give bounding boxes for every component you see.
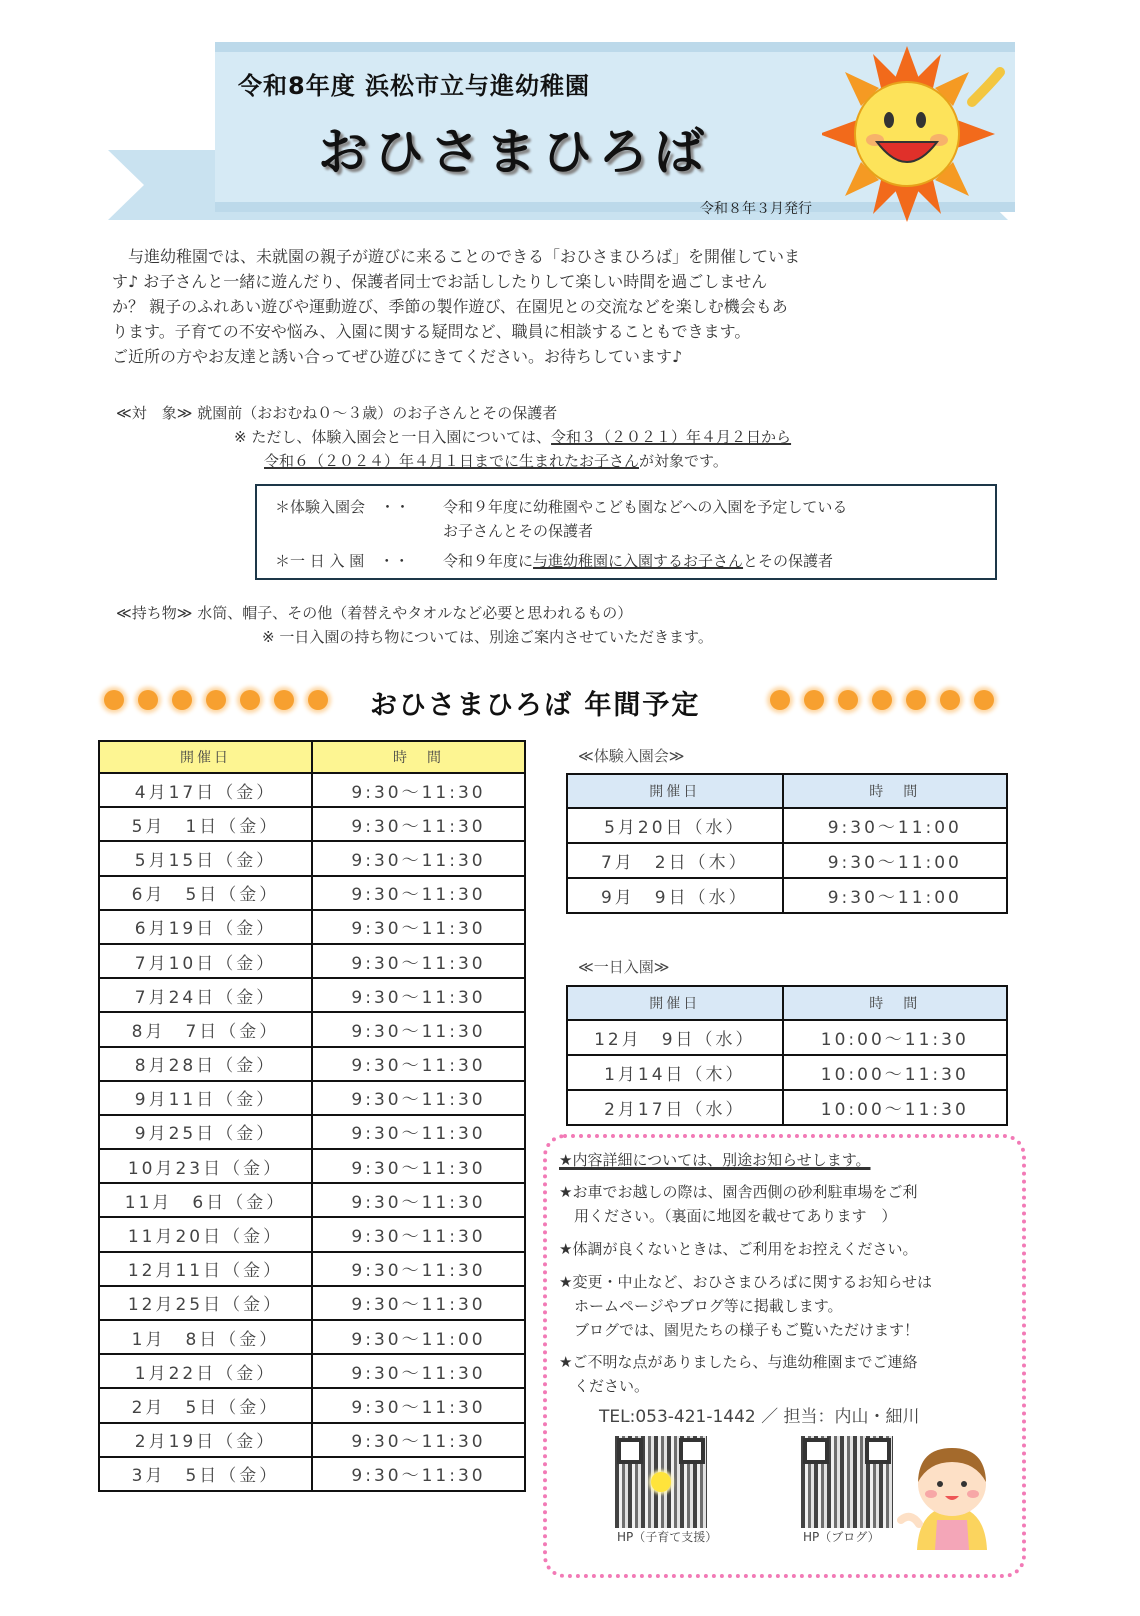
trial-table-label: ≪体験入園会≫ <box>578 747 685 765</box>
belongings-text: 水筒、帽子、その他（着替えやタオルなど必要と思われるもの） <box>197 604 633 622</box>
decorative-dots-right <box>770 690 994 710</box>
table-row <box>567 1090 1007 1125</box>
date-cell: 11月20日（金） <box>99 1217 312 1251</box>
time-cell: 9:30～11:30 <box>312 1423 525 1457</box>
sun-mascot-icon <box>822 42 1012 222</box>
qr-code-icon[interactable] <box>615 1436 707 1528</box>
date-cell: 4月17日（金） <box>99 773 312 807</box>
date-cell: 1月14日（木） <box>567 1055 783 1090</box>
target-label: ≪対 象≫ <box>116 404 193 422</box>
date-cell: 8月 7日（金） <box>99 1012 312 1046</box>
time-cell: 9:30～11:30 <box>312 1252 525 1286</box>
note-item: ★ご不明な点がありましたら、与進幼稚園までご連絡 <box>559 1353 918 1371</box>
table-row <box>567 808 1007 843</box>
girl-illustration-icon <box>897 1438 1007 1550</box>
oneday-label: ＊一 日 入 園 ・・ <box>275 552 410 570</box>
table-row <box>567 878 1007 913</box>
table-row <box>99 1423 525 1457</box>
target-text: 就園前（おおむね０～３歳）のお子さんとその保護者 <box>197 404 558 422</box>
date-cell: 12月 9日（水） <box>567 1020 783 1055</box>
date-cell: 12月11日（金） <box>99 1252 312 1286</box>
col-header-date: 開催日 <box>99 741 312 773</box>
time-cell: 9:30～11:30 <box>312 1354 525 1388</box>
trial-label: ＊体験入園会 ・・ <box>275 498 411 516</box>
note-item: ください。 <box>559 1377 650 1395</box>
date-cell: 5月20日（水） <box>567 808 783 843</box>
time-cell: 9:30～11:30 <box>312 1149 525 1183</box>
issue-date: 令和８年３月発行 <box>700 201 812 217</box>
date-cell: 9月 9日（水） <box>567 878 783 913</box>
target-birth-range-end: 令和６（２０２４）年４月１日までに生まれたお子さん <box>264 452 640 470</box>
date-cell: 2月17日（水） <box>567 1090 783 1125</box>
table-row <box>99 944 525 978</box>
note-item: ★変更・中止など、おひさまひろばに関するお知らせは <box>559 1273 932 1291</box>
table-row <box>99 1252 525 1286</box>
date-cell: 9月11日（金） <box>99 1081 312 1115</box>
table-row <box>99 1115 525 1149</box>
note-item: ★体調が良くないときは、ご利用をお控えください。 <box>559 1240 918 1258</box>
date-cell: 9月25日（金） <box>99 1115 312 1149</box>
time-cell: 9:30～11:30 <box>312 841 525 875</box>
date-cell: 1月 8日（金） <box>99 1320 312 1354</box>
date-cell: 11月 6日（金） <box>99 1183 312 1217</box>
intro-line: ご近所の方やお友達と誘い合ってぜひ遊びにきてください。お待ちしています♪ <box>112 347 683 366</box>
table-row <box>99 1457 525 1491</box>
time-cell: 9:30～11:30 <box>312 910 525 944</box>
target-birth-range-start: 令和３（２０２１）年４月２日から <box>551 428 792 446</box>
date-cell: 1月22日（金） <box>99 1354 312 1388</box>
date-cell: 7月 2日（木） <box>567 843 783 878</box>
trial-schedule-table <box>566 773 1008 914</box>
time-cell: 9:30～11:00 <box>783 808 1007 843</box>
time-cell: 9:30～11:30 <box>312 773 525 807</box>
oneday-schedule-table <box>566 985 1008 1126</box>
oneday-text: 令和９年度に <box>443 552 534 570</box>
contact-phone: TEL:053-421-1442 ／ 担当：内山・細川 <box>599 1407 920 1427</box>
annual-schedule-table <box>98 740 526 1492</box>
table-row <box>99 978 525 1012</box>
time-cell: 10:00～11:30 <box>783 1055 1007 1090</box>
oneday-underlined: 与進幼稚園に入園するお子さん <box>533 552 744 570</box>
time-cell: 9:30～11:00 <box>783 878 1007 913</box>
oneday-table-label: ≪一日入園≫ <box>578 958 670 976</box>
table-row <box>99 1149 525 1183</box>
table-row <box>99 1047 525 1081</box>
time-cell: 9:30～11:30 <box>312 876 525 910</box>
note-item: 用ください。（裏面に地図を載せてあります ） <box>559 1207 897 1225</box>
note-item: ホームページやブログ等に掲載します。 <box>559 1297 843 1315</box>
table-row <box>99 1183 525 1217</box>
table-row <box>99 1081 525 1115</box>
time-cell: 9:30～11:30 <box>312 1217 525 1251</box>
oneday-suffix: とその保護者 <box>743 552 834 570</box>
time-cell: 9:30～11:30 <box>312 944 525 978</box>
table-row <box>99 876 525 910</box>
time-cell: 9:30～11:30 <box>312 1388 525 1422</box>
notes-box <box>543 1134 1026 1578</box>
col-header-date: 開催日 <box>567 774 783 808</box>
intro-line: ります。子育ての不安や悩み、入園に関する疑問など、職員に相談することもできます。 <box>112 322 751 341</box>
decorative-dots-left <box>104 690 328 710</box>
col-header-date: 開催日 <box>567 986 783 1020</box>
time-cell: 9:30～11:30 <box>312 978 525 1012</box>
target-note: ※ ただし、体験入園会と一日入園については、 <box>234 428 552 446</box>
table-row <box>99 807 525 841</box>
eligibility-box <box>255 484 997 580</box>
time-cell: 10:00～11:30 <box>783 1020 1007 1055</box>
qr-code-icon[interactable] <box>801 1436 893 1528</box>
note-item: ★内容詳細については、別途お知らせします。 <box>559 1151 871 1169</box>
trial-text: 令和９年度に幼稚園やこども園などへの入園を予定している <box>443 498 848 516</box>
time-cell: 9:30～11:30 <box>312 1183 525 1217</box>
col-header-time: 時 間 <box>783 774 1007 808</box>
date-cell: 3月 5日（金） <box>99 1457 312 1491</box>
time-cell: 9:30～11:00 <box>312 1320 525 1354</box>
date-cell: 7月24日（金） <box>99 978 312 1012</box>
time-cell: 9:30～11:30 <box>312 1047 525 1081</box>
intro-paragraph <box>112 244 1012 369</box>
table-row <box>99 1388 525 1422</box>
table-row <box>567 1055 1007 1090</box>
table-row <box>99 1320 525 1354</box>
table-row <box>99 1354 525 1388</box>
table-row <box>99 773 525 807</box>
note-item: ブログでは、園児たちの様子もご覧いただけます！ <box>559 1321 920 1339</box>
intro-line: か？ 親子のふれあい遊びや運動遊び、季節の製作遊び、在園児との交流などを楽しむ機会もあ <box>112 297 788 316</box>
table-row <box>567 1020 1007 1055</box>
time-cell: 9:30～11:30 <box>312 1457 525 1491</box>
date-cell: 12月25日（金） <box>99 1286 312 1320</box>
table-row <box>99 910 525 944</box>
col-header-time: 時 間 <box>783 986 1007 1020</box>
time-cell: 9:30～11:00 <box>783 843 1007 878</box>
date-cell: 6月 5日（金） <box>99 876 312 910</box>
note-item: ★お車でお越しの際は、園舎西側の砂利駐車場をご利 <box>559 1183 918 1201</box>
page-title: おひさまひろば <box>318 123 710 181</box>
col-header-time: 時 間 <box>312 741 525 773</box>
time-cell: 10:00～11:30 <box>783 1090 1007 1125</box>
table-row <box>99 841 525 875</box>
intro-line: 与進幼稚園では、未就園の親子が遊びに来ることのできる「おひさまひろば」を開催していま <box>112 247 801 266</box>
table-row <box>99 1217 525 1251</box>
annual-schedule-title: おひさまひろば 年間予定 <box>370 690 701 721</box>
target-note-suffix: が対象です。 <box>639 452 728 470</box>
table-row <box>99 1286 525 1320</box>
date-cell: 7月10日（金） <box>99 944 312 978</box>
belongings-label: ≪持ち物≫ <box>116 604 193 622</box>
date-cell: 2月 5日（金） <box>99 1388 312 1422</box>
table-row <box>99 1012 525 1046</box>
belongings-section <box>116 601 713 649</box>
time-cell: 9:30～11:30 <box>312 1012 525 1046</box>
time-cell: 9:30～11:30 <box>312 807 525 841</box>
intro-line: す♪ お子さんと一緒に遊んだり、保護者同士でお話ししたりして楽しい時間を過ごしません <box>112 272 768 291</box>
date-cell: 2月19日（金） <box>99 1423 312 1457</box>
date-cell: 10月23日（金） <box>99 1149 312 1183</box>
qr-label-blog: HP（ブログ） <box>803 1530 880 1544</box>
time-cell: 9:30～11:30 <box>312 1286 525 1320</box>
date-cell: 5月15日（金） <box>99 841 312 875</box>
header-subtitle: 令和8年度 浜松市立与進幼稚園 <box>238 72 591 100</box>
date-cell: 8月28日（金） <box>99 1047 312 1081</box>
trial-text-cont: お子さんとその保護者 <box>443 522 594 540</box>
qr-label-support: HP（子育て支援） <box>617 1530 718 1544</box>
target-section <box>116 401 791 473</box>
time-cell: 9:30～11:30 <box>312 1115 525 1149</box>
time-cell: 9:30～11:30 <box>312 1081 525 1115</box>
table-row <box>567 843 1007 878</box>
date-cell: 5月 1日（金） <box>99 807 312 841</box>
date-cell: 6月19日（金） <box>99 910 312 944</box>
belongings-note: ※ 一日入園の持ち物については、別途ご案内させていただきます。 <box>262 628 713 646</box>
